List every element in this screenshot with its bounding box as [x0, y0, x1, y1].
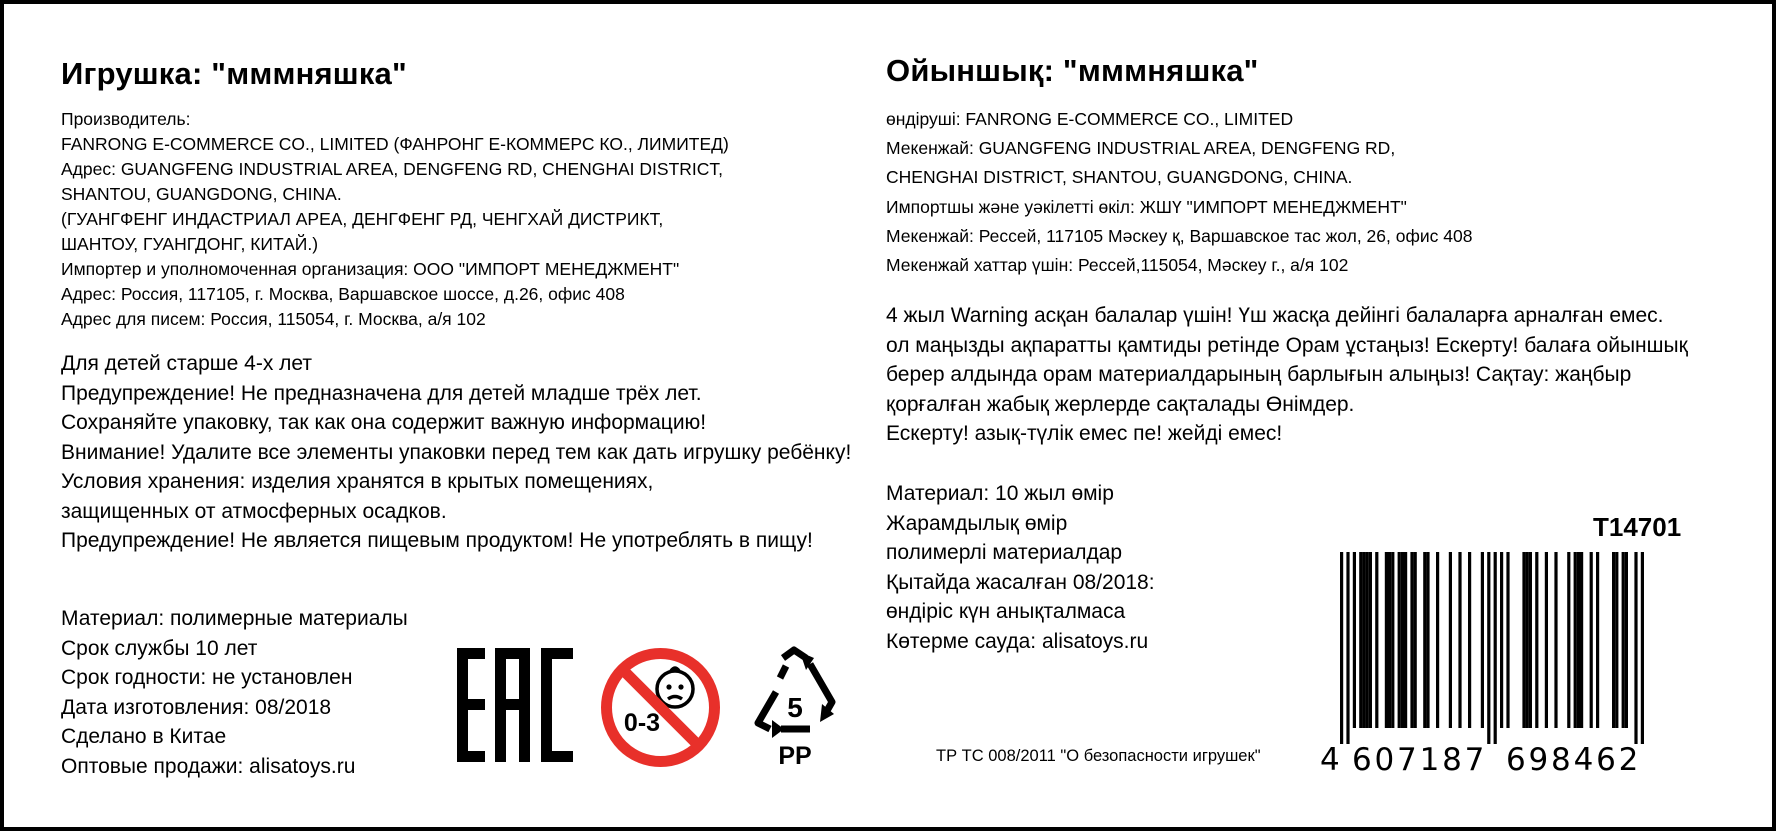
ru-info-line: (ГУАНГФЕНГ ИНДАСТРИАЛ АРЕА, ДЕНГФЕНГ РД, ЧЕНГХАЙ ДИСТРИКТ,	[61, 209, 664, 229]
barcode-bar	[1535, 552, 1538, 728]
kz-material-line: Материал: 10 жыл өмір	[886, 482, 1114, 505]
ru-info-line: Импортер и уполномоченная организация: ООО "ИМПОРТ МЕНЕДЖМЕНТ"	[61, 259, 680, 279]
recycle-label: PP	[778, 742, 812, 770]
ru-warning-line: Внимание! Удалите все элементы упаковки перед тем как дать игрушку ребёнку!	[61, 440, 852, 464]
barcode-bar	[1362, 552, 1365, 728]
kz-title: Ойыншық: "мммняшка"	[886, 53, 1259, 88]
kz-warning-line: ол маңызды ақпаратты қамтиды ретінде Орам ұстаңыз! Ескерту! балаға ойыншық	[886, 333, 1688, 357]
ru-material-line: Дата изготовления: 08/2018	[61, 695, 332, 719]
barcode-bar	[1388, 552, 1391, 728]
barcode-bar	[1369, 552, 1372, 728]
barcode-bar	[1590, 552, 1593, 728]
barcode-right-digits: 698462	[1506, 742, 1642, 774]
barcode-bar	[1436, 552, 1439, 728]
barcode	[1320, 552, 1680, 774]
barcode-bar	[1398, 552, 1401, 728]
barcode-bar	[1577, 552, 1580, 728]
eac-mark-icon	[455, 646, 577, 764]
recycle-5-pp-icon	[748, 646, 843, 771]
barcode-bar	[1410, 552, 1413, 728]
barcode-bar	[1574, 552, 1577, 728]
barcode-bar	[1554, 552, 1557, 728]
kz-warning-line: қорғалған жабық жерлерде сақталады Өнімдер.	[886, 392, 1355, 416]
ru-info-line: ШАНТОУ, ГУАНГДОНГ, КИТАЙ.)	[61, 234, 319, 254]
product-code: T14701	[1593, 512, 1682, 542]
kz-info-block	[886, 105, 1472, 280]
kz-material-line: Көтерме сауда: alisatoys.ru	[886, 629, 1149, 653]
ru-info-line: Адрес: GUANGFENG INDUSTRIAL AREA, DENGFENG RD, CHENGHAI DISTRICT,	[61, 159, 724, 179]
tr-ts-text: ТР ТС 008/2011 "О безопасности игрушек"	[936, 747, 1261, 765]
ru-material-line: Сделано в Китае	[61, 725, 227, 748]
kz-warning-line: Ескерту! азық-түлік емес пе! жейді емес!	[886, 422, 1283, 445]
ru-warning-line: Предупреждение! Не является пищевым продуктом! Не употреблять в пищу!	[61, 529, 813, 552]
barcode-bar	[1494, 552, 1497, 744]
barcode-bar	[1625, 552, 1628, 728]
ru-material-line: Оптовые продажи: alisatoys.ru	[61, 754, 356, 778]
barcode-bar	[1391, 552, 1394, 728]
kz-material-line: полимерлі материалдар	[886, 541, 1123, 564]
barcode-bar	[1500, 552, 1503, 728]
ru-info-block	[61, 107, 729, 332]
barcode-bar	[1353, 552, 1356, 728]
barcode-bar	[1481, 552, 1484, 728]
kz-warning-line: берер алдында орам материалдарының барлығын алыңыз! Сақтау: жаңбыр	[886, 363, 1632, 386]
barcode-bar	[1458, 552, 1461, 728]
barcode-bar	[1359, 552, 1362, 728]
recycle-number: 5	[787, 692, 803, 723]
ru-material-line: Материал: полимерные материалы	[61, 607, 408, 630]
barcode-bar	[1526, 552, 1529, 728]
kz-info-line: өндіруші: FANRONG E-COMMERCE CO., LIMITED	[886, 109, 1294, 129]
ru-warning-line: Предупреждение! Не предназначена для детей младше трёх лет.	[61, 381, 702, 405]
kz-info-line: Мекенжай хаттар үшін: Рессей,115054, Мәскеу г., а/я 102	[886, 255, 1349, 276]
ru-warning-line: защищенных от атмосферных осадков.	[61, 499, 447, 523]
kz-material-line: Қытайда жасалған 08/2018:	[886, 570, 1155, 594]
kz-info-line: CHENGHAI DISTRICT, SHANTOU, GUANGDONG, CHINA.	[886, 167, 1353, 188]
ru-warning-block	[61, 349, 851, 556]
barcode-bar	[1641, 552, 1644, 744]
barcode-bar	[1346, 552, 1349, 744]
ru-warning-line: Условия хранения: изделия хранятся в крытых помещениях,	[61, 470, 654, 493]
barcode-bar	[1529, 552, 1532, 728]
barcode-first-digit: 4	[1320, 742, 1340, 774]
ru-info-line: Адрес для писем: Россия, 115054, г. Москва, а/я 102	[61, 309, 486, 329]
barcode-left-digits: 607187	[1352, 742, 1488, 774]
ru-info-line: FANRONG E-COMMERCE CO., LIMITED (ФАНРОНГ Е-КОММЕРС КО., ЛИМИТЕД)	[61, 134, 729, 154]
ru-info-line: SHANTOU, GUANGDONG, CHINA.	[61, 184, 342, 204]
barcode-bar	[1414, 552, 1417, 728]
barcode-bar	[1366, 552, 1369, 728]
barcode-bar	[1404, 552, 1407, 728]
barcode-bar	[1426, 552, 1429, 728]
age-label: 0-3	[623, 709, 661, 737]
barcode-bar	[1423, 552, 1426, 728]
kz-warning-block	[886, 301, 1688, 449]
barcode-bar	[1580, 552, 1583, 728]
barcode-bar	[1340, 552, 1343, 744]
barcode-bar	[1385, 552, 1388, 728]
barcode-bar	[1487, 552, 1490, 744]
kz-info-line: Импортшы және уәкілетті өкіл: ЖШҮ "ИМПОРТ МЕНЕДЖМЕНТ"	[886, 196, 1407, 217]
kz-material-line: Жарамдылық өмір	[886, 511, 1068, 535]
barcode-bar	[1449, 552, 1452, 728]
not-for-under-3-icon	[600, 647, 721, 768]
barcode-bar	[1545, 552, 1548, 728]
kz-material-line: өндіріс күн анықталмаса	[886, 600, 1126, 623]
barcode-bar	[1622, 552, 1625, 728]
ru-material-line: Срок годности: не установлен	[61, 666, 353, 689]
ru-material-line: Срок службы 10 лет	[61, 636, 258, 660]
kz-info-line: Мекенжай: GUANGFENG INDUSTRIAL AREA, DENGFENG RD,	[886, 138, 1396, 159]
ru-info-line: Адрес: Россия, 117105, г. Москва, Варшавское шоссе, д.26, офис 408	[61, 284, 625, 304]
barcode-bar	[1468, 552, 1471, 728]
kz-info-line: Мекенжай: Рессей, 117105 Мәскеу қ, Варшавское тас жол, 26, офис 408	[886, 225, 1473, 246]
barcode-bar	[1612, 552, 1615, 728]
kz-material-block	[886, 479, 1155, 656]
ru-warning-line: Сохраняйте упаковку, так как она содержит важную информацию!	[61, 411, 707, 434]
barcode-bar	[1506, 552, 1509, 728]
barcode-bar	[1401, 552, 1404, 728]
ru-warning-line: Для детей старше 4-х лет	[61, 352, 313, 375]
kz-warning-line: 4 жыл Warning асқан балалар үшін! Үш жасқа дейінгі балаларға арналған емес.	[886, 304, 1664, 327]
ru-info-line: Производитель:	[61, 109, 191, 129]
barcode-bar	[1634, 552, 1637, 744]
barcode-bar	[1615, 552, 1618, 728]
ru-title: Игрушка: "мммняшка"	[61, 56, 407, 91]
barcode-bar	[1522, 552, 1525, 728]
ru-material-block	[61, 604, 408, 781]
barcode-bar	[1596, 552, 1599, 728]
barcode-bar	[1567, 552, 1570, 728]
barcode-bar	[1375, 552, 1378, 728]
